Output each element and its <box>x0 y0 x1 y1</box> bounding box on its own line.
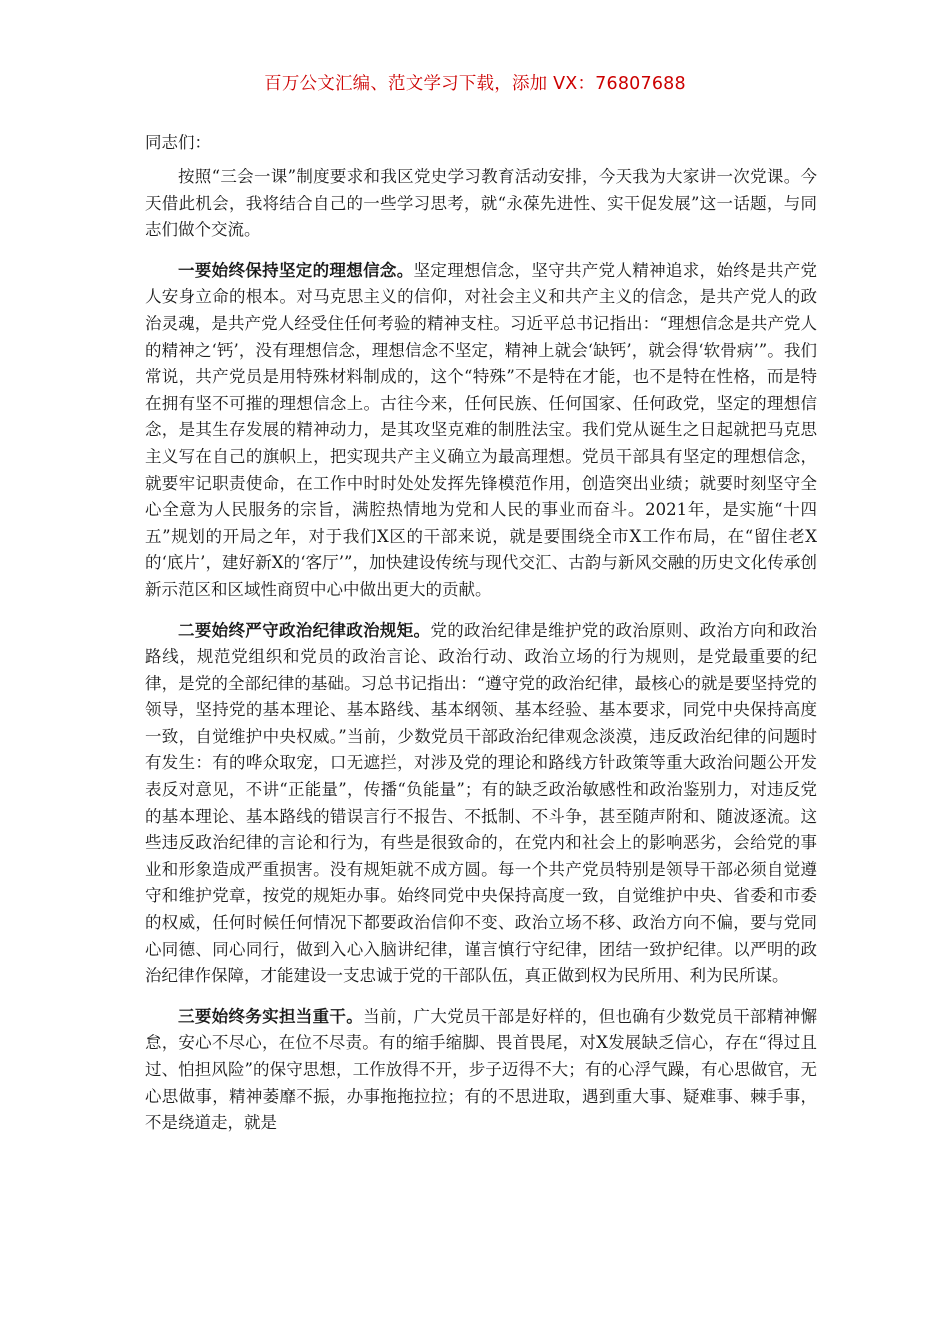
paragraph-text: 党的政治纪律是维护党的政治原则、政治方向和政治路线，规范党组织和党员的政治言论、政治行动、政治立场的行为规则，是党最重要的纪律，是党的全部纪律的基础。习总书记指出：“遵守党的政治纪律，最核心的就是要坚持党的领导，坚持党的基本理论、基本路线、基本纲领、基本经验、基本要求，同党中央保持高度一致，自觉维护中央权威。”当前，少数党员干部政治纪律观念淡漠，违反政治纪律的问题时有发生：有的哗众取宠，口无遮拦，对涉及党的理论和路线方针政策等重大政治问题公开发表反对意见，不讲“正能量”，传播“负能量”；有的缺乏政治敏感性和政治鉴别力，对违反党的基本理论、基本路线的错误言行不报告、不抵制、不斗争，甚至随声附和、随波逐流。这些违反政治纪律的言论和行为，有些是很致命的，在党内和社会上的影响恶劣，会给党的事业和形象造成严重损害。没有规矩就不成方圆。每一个共产党员特别是领导干部必须自觉遵守和维护党章，按党的规矩办事。始终同党中央保持高度一致，自觉维护中央、省委和市委的权威，任何时候任何情况下都要政治信仰不变、政治立场不移、政治方向不偏，要与党同心同德、同心同行，做到入心入脑讲纪律，谨言慎行守纪律，团结一致护纪律。以严明的政治纪律作保障，才能建设一支忠诚于党的干部队伍，真正做到权为民所用、利为民所谋。 <box>145 620 818 986</box>
body-text <box>145 164 817 1151</box>
header-banner: 百万公文汇编、范文学习下载，添加 VX：76807688 <box>264 74 686 94</box>
salutation: 同志们： <box>145 133 211 152</box>
paragraph-lead: 二要始终严守政治纪律政治规矩。 <box>178 620 431 640</box>
paragraph-text: 坚定理想信念，坚守共产党人精神追求，始终是共产党人安身立命的根本。对马克思主义的信仰，对社会主义和共产主义的信念，是共产党人的政治灵魂，是共产党人经受住任何考验的精神支柱。习近平总书记指出：“理想信念是共产党人的精神之‘钙’，没有理想信念，理想信念不坚定，精神上就会‘缺钙’，就会得‘软骨病’”。我们常说，共产党员是用特殊材料制成的，这个“特殊”不是特在才能，也不是特在性格，而是特在拥有坚不可摧的理想信念上。古往今来，任何民族、任何国家、任何政党，坚定的理想信念，是其生存发展的精神动力，是其攻坚克难的制胜法宝。我们党从诞生之日起就把马克思主义写在自己的旗帜上，把实现共产主义确立为最高理想。党员干部具有坚定的理想信念，就要牢记职责使命，在工作中时时处处发挥先锋模范作用，创造突出业绩；就要时刻坚守全心全意为人民服务的宗旨，满腔热情地为党和人民的事业而奋斗。2021年，是实施“十四五”规划的开局之年，对于我们X区的干部来说，就是要围绕全市X工作布局，在“留住老X的‘底片’，建好新X的‘客厅’”，加快建设传统与现代交汇、古韵与新风交融的历史文化传承创新示范区和区域性商贸中心中做出更大的贡献。 <box>145 260 818 599</box>
paragraph-lead: 一要始终保持坚定的理想信念。 <box>178 260 414 280</box>
paragraph-lead: 三要始终务实担当重干。 <box>178 1006 364 1026</box>
paragraph-text: 按照“三会一课”制度要求和我区党史学习教育活动安排，今天我为大家讲一次党课。今天借此机会，我将结合自己的一些学习思考，就“永葆先进性、实干促发展”这一话题，与同志们做个交流。 <box>145 167 817 240</box>
paragraph-point-1 <box>145 258 817 604</box>
paragraph-text: 当前，广大党员干部是好样的，但也确有少数党员干部精神懈怠，安心不尽心，在位不尽责。有的缩手缩脚、畏首畏尾，对X发展缺乏信心，存在“得过且过、怕担风险”的保守思想，工作放得不开，步子迈得不大；有的心浮气躁，有心思做官，无心思做事，精神萎靡不振，办事拖拖拉拉；有的不思进取，遇到重大事、疑难事、棘手事，不是绕道走，就是 <box>145 1006 818 1133</box>
paragraph-point-3 <box>145 1004 817 1137</box>
paragraph-point-2 <box>145 618 817 990</box>
paragraph-intro <box>145 164 817 244</box>
